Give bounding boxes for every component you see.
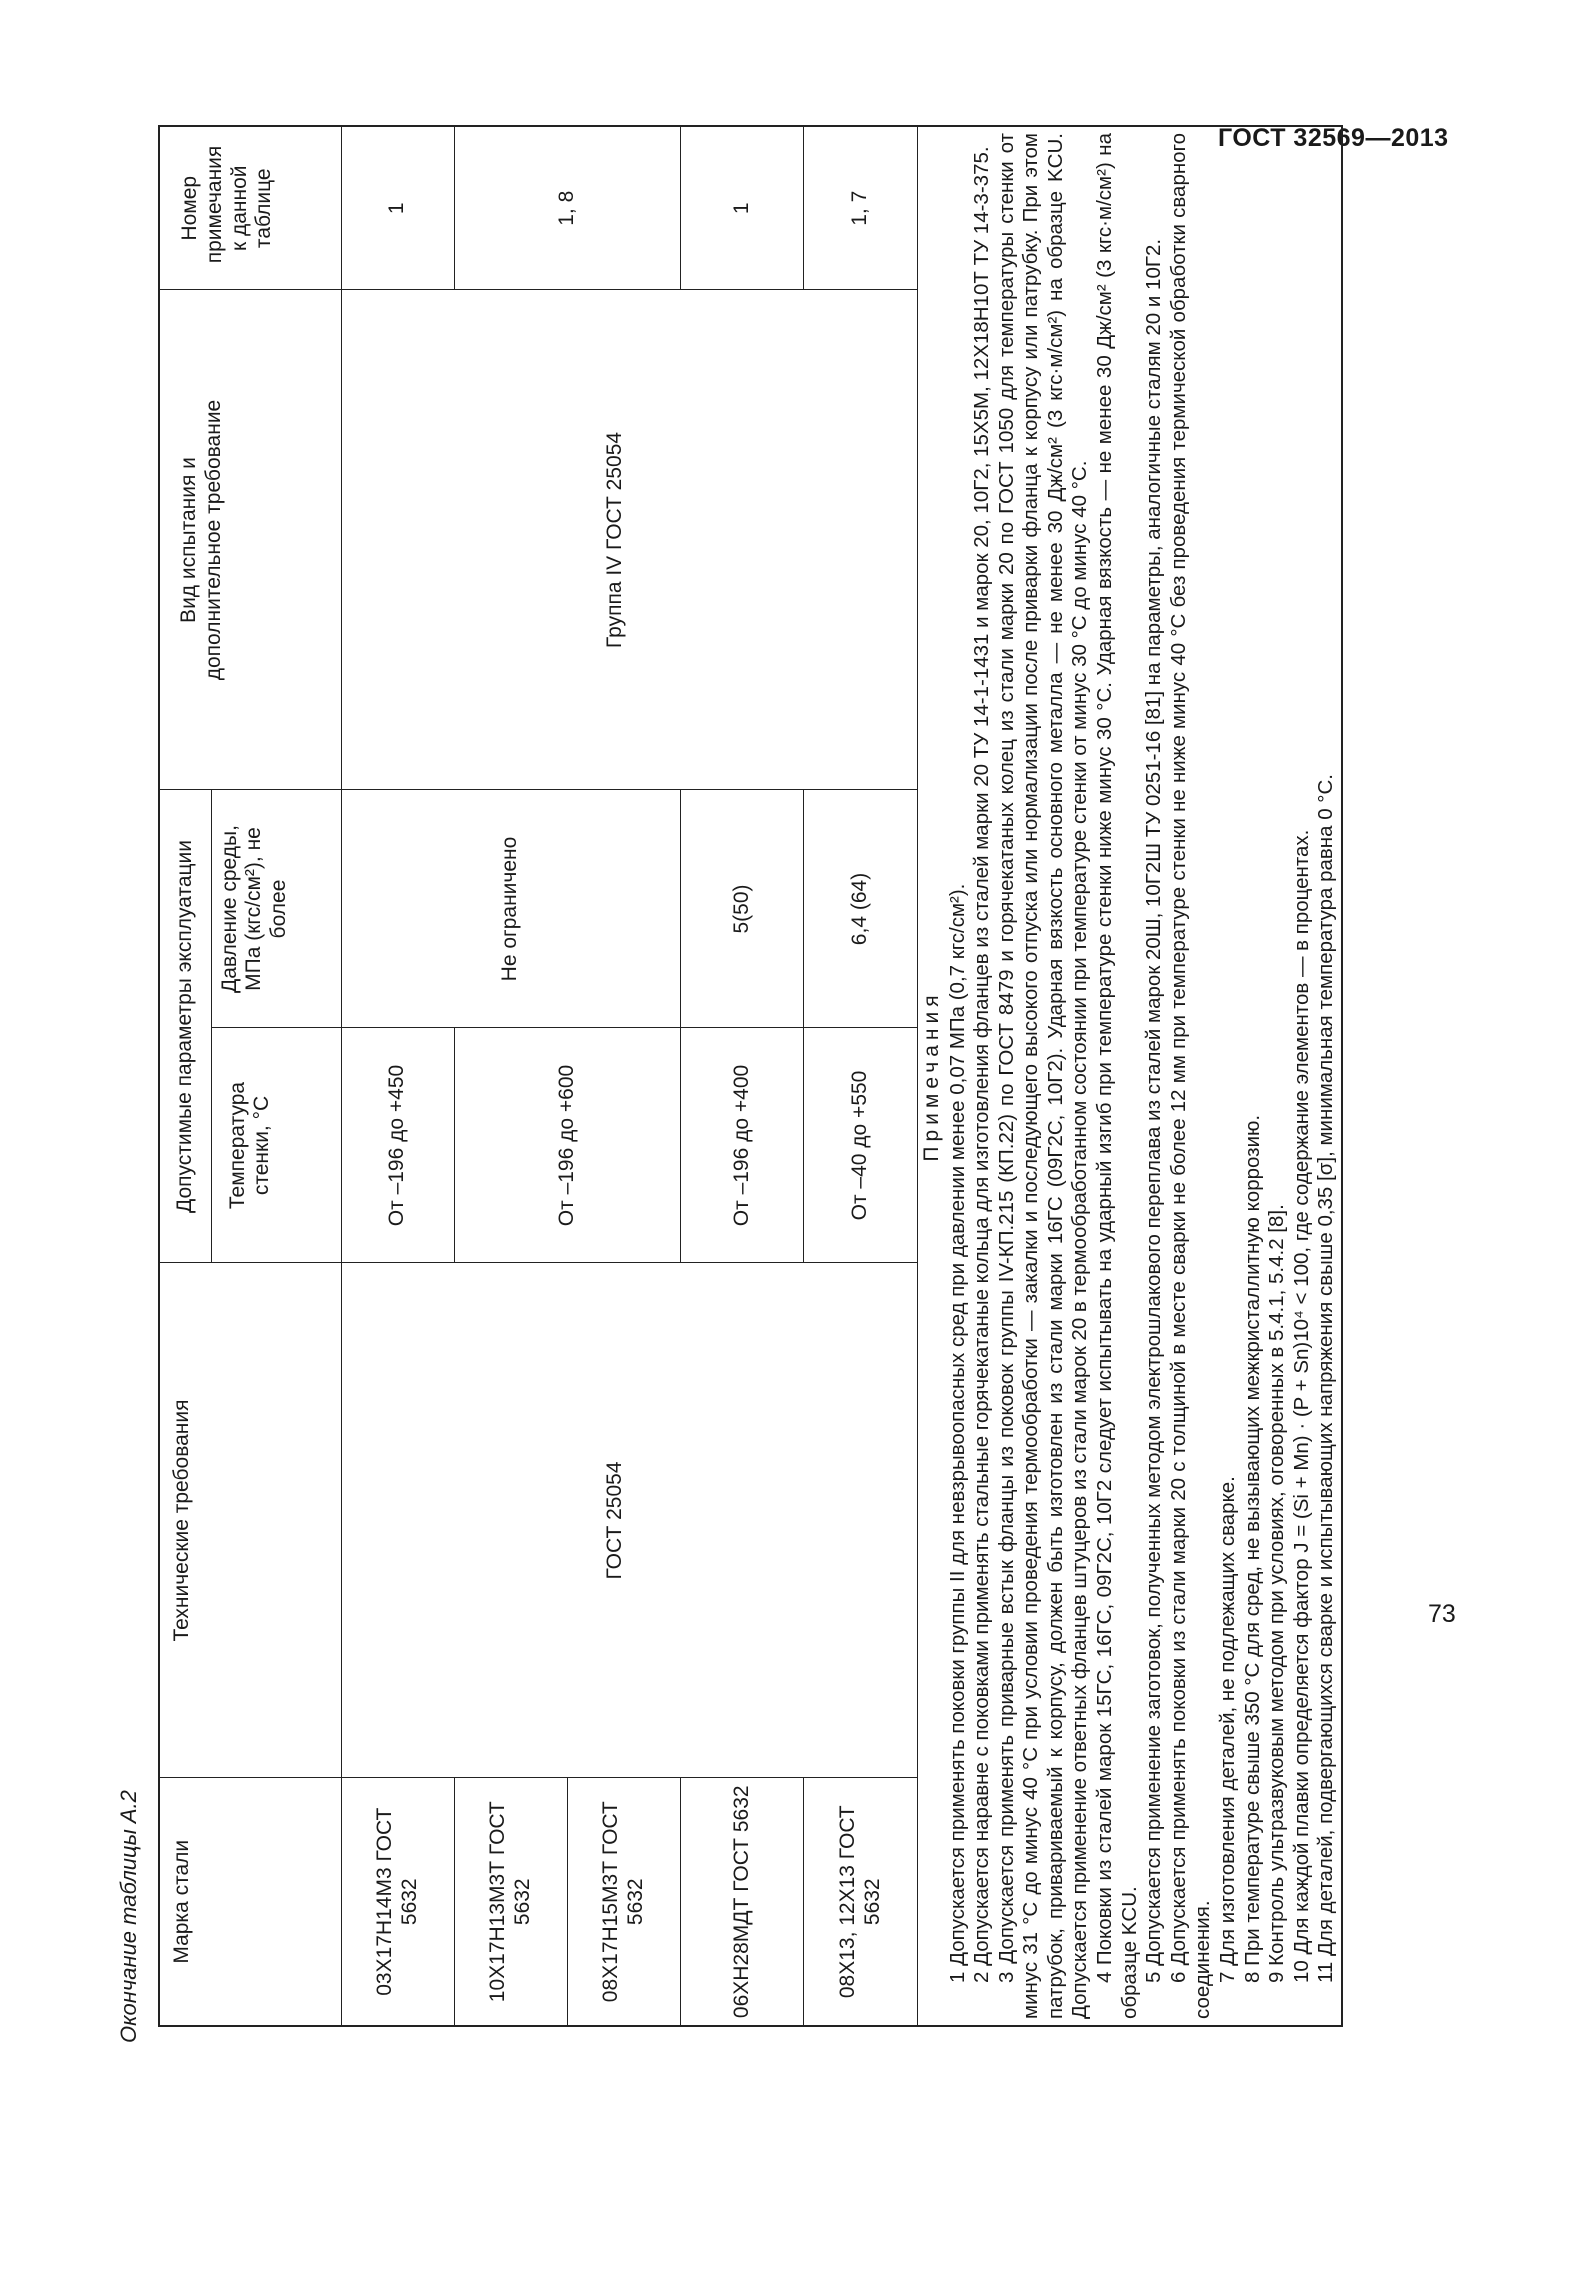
row5-temperature: От –40 до +550 [804, 1028, 917, 1263]
row4-note: 1 [681, 126, 804, 290]
header-medium-pressure [211, 790, 341, 1028]
row2-temperature: От –196 до +600 [454, 1028, 680, 1263]
header-wall-temperature [211, 1028, 341, 1263]
row3-steel: 08Х17Н15М3Т ГОСТ 5632 [567, 1778, 680, 2026]
note-5: 5 Допускается применение заготовок, полученных методом электрошлакового переплава из сталей марок 20Ш, 10Г2Ш ТУ 0251-16 [81] на параметры, аналогичные сталям 20 и 10Г2. [1142, 238, 1166, 1983]
row5-note: 1, 7 [804, 126, 917, 290]
note-6: 6 Допускается применять поковки из стали марки 20 с толщиной в месте сварки не более 12 мм при температуре стенки не ниже минус 40 °С без проведения термической обработки сварного соединения. [1166, 133, 1215, 2019]
row4-pressure: 5(50) [681, 790, 804, 1028]
header-test-type [159, 290, 341, 790]
document-code: ГОСТ 32569—2013 [1218, 124, 1449, 152]
note-4: 4 Поковки из сталей марок 15ГС, 16ГС, 09Г2С, 10Г2 следует испытывать на ударный изгиб при температуре стенки ниже минус 30 °С. Ударная вязкость — не менее 30 Дж/см² (3 кгс·м/см²) на образце KCU. [1093, 133, 1141, 2019]
note-1: 1 Допускается применять поковки группы II для невзрывоопасных сред при давлении менее 0,07 МПа (0,7 кгс/см²). [945, 883, 969, 1983]
note-10: 10 Для каждой плавки определяется фактор J = (Si + Mn) · (P + Sn)10⁴ < 100, где содержание элементов — в процентах. [1289, 829, 1313, 1983]
note-2: 2 Допускается наравне с поковками применять стальные горячекатаные кольца для изготовления фланцев из сталей марки 20 ТУ 14-1-1431 и марок 20, 10Г2, 15Х5М, 12Х18Н10Т ТУ 14-3-375. [970, 146, 994, 1983]
header-operating-parameters: Допустимые параметры эксплуатации [159, 790, 211, 1263]
note-7: 7 Для изготовления деталей, не подлежащих сварке. [1216, 1476, 1240, 1983]
header-steel-grade: Марка стали [159, 1778, 341, 2026]
row2-note: 1, 8 [454, 126, 680, 290]
merged-test-type: Группа IV ГОСТ 25054 [341, 290, 917, 790]
note-11: 11 Для деталей, подвергающихся сварке и испытывающих напряжения свыше 0,35 [σ], минимальная температура равна 0 °С. [1314, 774, 1338, 1983]
note-9: 9 Контроль ультразвуковым методом при условиях, оговоренных в 5.4.1, 5.4.2 [8]. [1265, 1204, 1289, 1983]
note-3: 3 Допускается применять приварные встык фланцы из поковок группы IV-КП.215 (КП.22) по ГОСТ 8479 и горячекатаных колец из стали марки 20 по ГОСТ 1050 для температуры стенки от минус 31 °С до минус 40 °С при условии проведения термообработки — закалки и последующего высокого отпуска или нормализации после приварки фланца к корпусу или патрубку. При этом патрубок, привариваемый к корпусу, должен быть изготовлен из стали марки 16ГС (09Г2С, 10Г2). Ударная вязкость основного металла — не менее 30 Дж/см² (3 кгс·м/см²) на образце KCU. Допускается применение ответных фланцев штуцеров из стали марок 20 в термообработанном состоянии при температуре стенки от минус 30 °С до минус 40 °С. [994, 133, 1092, 2019]
row4-temperature: От –196 до +400 [681, 1028, 804, 1263]
header-technical-requirements: Технические требования [159, 1263, 341, 1778]
header-medium-pressure-text: Давление среды, МПа (кгс/см²), не более [217, 825, 291, 993]
merged-technical-requirements: ГОСТ 25054 [341, 1263, 917, 1778]
row4-steel: 06ХН28МДТ ГОСТ 5632 [681, 1778, 804, 2026]
notes-section [917, 126, 1342, 2026]
table-row [341, 126, 454, 2026]
page-number: 73 [1428, 1600, 1456, 1628]
header-note-number [159, 126, 341, 290]
row1-temperature: От –196 до +450 [341, 1028, 454, 1263]
header-note-number-text: Номер примечания к данной таблице [178, 145, 276, 264]
header-wall-temperature-text: Температура стенки, °С [225, 1081, 274, 1210]
note-8: 8 При температуре свыше 350 °С для сред, не вызывающих межкристаллитную коррозию. [1240, 1114, 1264, 1983]
header-test-type-text: Вид испытания и дополнительное требование [177, 399, 226, 681]
row5-pressure: 6,4 (64) [804, 790, 917, 1028]
notes-title: Примечания [919, 990, 943, 1162]
table-caption: Окончание таблицы А.2 [116, 1790, 141, 2043]
row5-steel: 08Х13, 12Х13 ГОСТ 5632 [804, 1778, 917, 2026]
row2-steel: 10Х17Н13М3Т ГОСТ 5632 [454, 1778, 567, 2026]
steel-grades-table [158, 125, 1343, 2027]
row1-note: 1 [341, 126, 454, 290]
merged-pressure: Не ограничено [341, 790, 681, 1028]
row1-steel: 03Х17Н14М3 ГОСТ 5632 [341, 1778, 454, 2026]
